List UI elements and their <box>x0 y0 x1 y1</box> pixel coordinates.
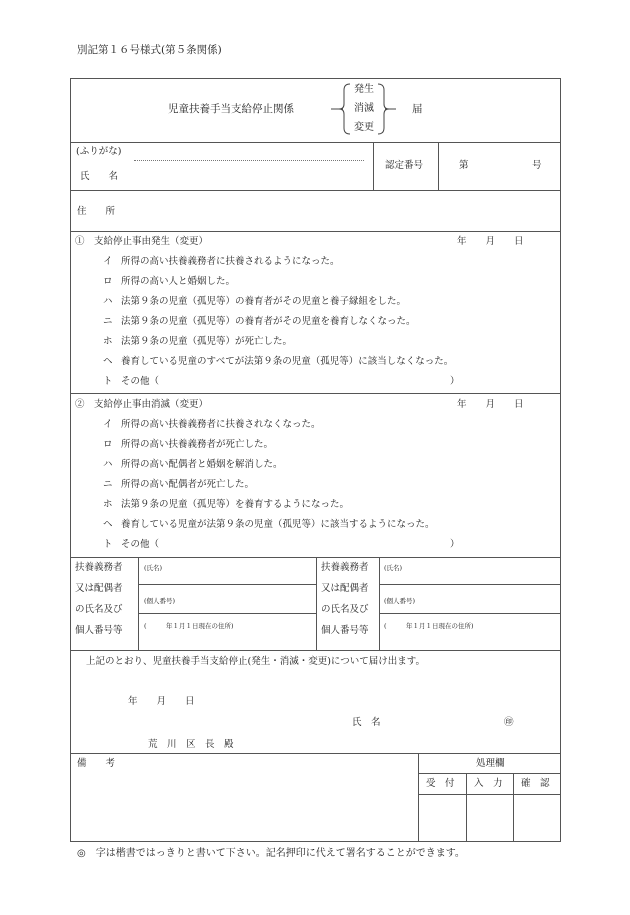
section2-title: ② 支給停止事由消滅（変更） <box>75 399 209 410</box>
declaration-date[interactable]: 年 月 日 <box>128 696 195 707</box>
supporter-number-field[interactable]: (個人番号) <box>144 597 176 605</box>
supporter-address-field[interactable]: ( 年１月１日現在の住所) <box>144 622 234 630</box>
signer-name-field[interactable] <box>395 712 495 730</box>
remarks-field[interactable] <box>72 772 416 838</box>
section1-title: ① 支給停止事由発生（変更） <box>75 236 209 247</box>
address-field[interactable] <box>120 195 550 227</box>
supporter-name-field[interactable]: (氏名) <box>144 564 163 572</box>
signer-name-label: 氏 名 <box>352 717 381 728</box>
processing-label: 処理欄 <box>476 758 505 769</box>
seal-icon: ㊞ <box>504 717 514 728</box>
name-label: 氏 名 <box>80 171 119 182</box>
furigana-line[interactable] <box>134 160 364 161</box>
supporter-address-field[interactable]: ( 年１月１日現在の住所) <box>384 622 474 630</box>
processing-col-received: 受 付 <box>426 778 455 789</box>
footer-note: ◎ 字は楷書ではっきりと書いて下さい。記名押印に代えて署名することができます。 <box>77 848 465 859</box>
remarks-label: 備 考 <box>77 758 116 769</box>
cert-number-label: 認定番号 <box>385 160 424 171</box>
section1-date[interactable]: 年 月 日 <box>457 236 524 247</box>
name-field[interactable] <box>134 163 370 187</box>
addressee: 荒 川 区 長 殿 <box>148 739 234 750</box>
furigana-label: (ふりがな) <box>76 146 122 157</box>
address-label: 住 所 <box>77 206 116 217</box>
supporter-name-field[interactable]: (氏名) <box>384 564 403 572</box>
section2-date[interactable]: 年 月 日 <box>457 399 524 410</box>
supporter-number-field[interactable]: (個人番号) <box>384 597 416 605</box>
processing-col-input: 入 力 <box>474 778 503 789</box>
processing-col-confirm: 確 認 <box>521 778 550 789</box>
declaration-text: 上記のとおり、児童扶養手当支給停止(発生・消滅・変更)について届け出ます。 <box>86 656 425 667</box>
cert-go: 号 <box>532 160 542 171</box>
form-number: 別記第１６号様式(第５条関係) <box>77 44 222 56</box>
cert-number-field[interactable] <box>470 146 528 186</box>
cert-dai: 第 <box>459 160 469 171</box>
